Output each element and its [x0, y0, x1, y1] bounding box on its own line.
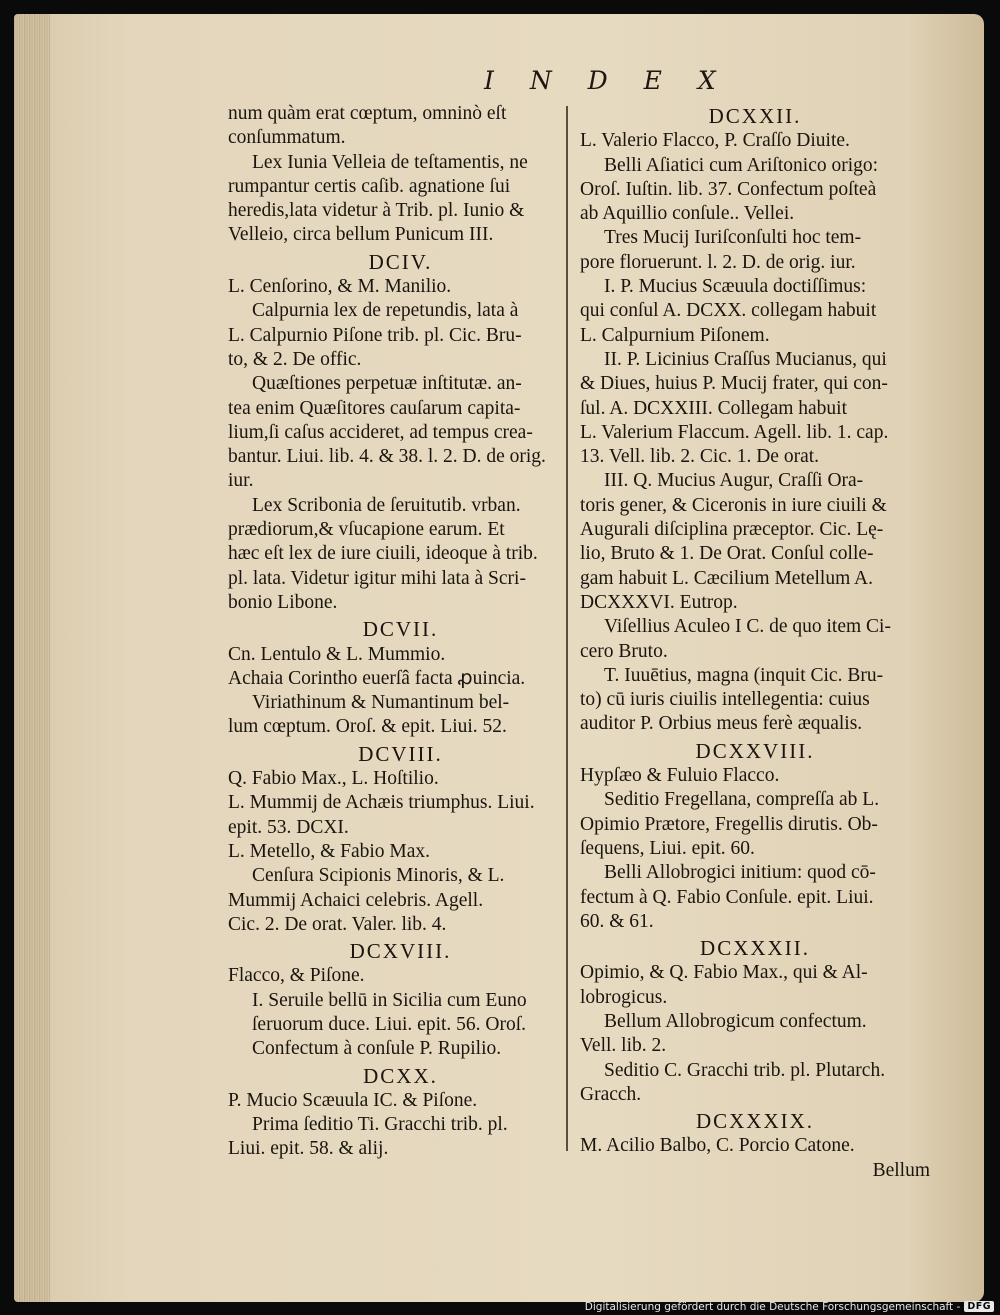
text-line: Vell. lib. 2.: [580, 1035, 667, 1057]
text-line: Calpurnia lex de repetundis, lata à: [252, 300, 519, 322]
text-line: Viſellius Aculeo I C. de quo item Ci-: [604, 616, 891, 638]
text-line: Tres Mucij Iuriſconſulti hoc tem-: [604, 227, 862, 249]
text-line: Bellum Allobrogicum confectum.: [604, 1010, 867, 1032]
text-line: iur.: [228, 470, 254, 492]
text-line: epit. 53. DCXI.: [228, 816, 349, 838]
text-line: lium,ſi caſus accideret, ad tempus crea-: [228, 421, 533, 443]
text-line: L. Metello, & Fabio Max.: [228, 840, 431, 862]
year-heading: DCVIII.: [358, 741, 443, 766]
text-line: pore floruerunt. l. 2. D. de orig. iur.: [580, 251, 856, 273]
text-line: to, & 2. De offic.: [228, 348, 362, 370]
text-line: hæc eſt lex de iure ciuili, ideoque à trib.: [228, 543, 538, 565]
text-line: ſeruorum duce. Liui. epit. 56. Oroſ.: [252, 1013, 527, 1035]
footer-credit: [585, 1300, 994, 1313]
text-line: L. Calpurnium Piſonem.: [580, 324, 770, 346]
text-line: pl. lata. Videtur igitur mihi lata à Scri-: [228, 567, 526, 589]
footer-text: Digitalisierung gefördert durch die Deutsche Forschungsgemeinschaft -: [584, 1300, 961, 1313]
text-line: to) cū iuris ciuilis intellegentia: cuius: [580, 689, 870, 711]
year-heading: DCVII.: [362, 617, 439, 642]
text-line: Mummij Achaici celebris. Agell.: [228, 889, 484, 911]
dfg-logo: DFG: [964, 1301, 994, 1312]
text-line: Lex Scribonia de ſeruitutib. vrban.: [252, 494, 521, 516]
text-line: DCXXXVI. Eutrop.: [580, 591, 738, 613]
text-line: & Diues, huius P. Mucij frater, qui con-: [580, 373, 888, 395]
text-line: rumpantur certis caſib. agnatione ſui: [228, 175, 511, 197]
text-line: Quæſtiones perpetuæ inſtitutæ. an-: [252, 373, 522, 395]
year-heading: DCXXII.: [708, 104, 802, 128]
left-column: [228, 102, 573, 1162]
text-line: 13. Vell. lib. 2. Cic. 1. De orat.: [580, 446, 820, 468]
year-heading: DCXXVIII.: [695, 738, 815, 763]
text-line: Prima ſeditio Ti. Gracchi trib. pl.: [252, 1114, 508, 1136]
text-line: L. Valerio Flacco, P. Craſſo Diuite.: [580, 130, 850, 152]
text-line: bonio Libone.: [228, 591, 338, 613]
text-line: L. Cenſorino, & M. Manilio.: [228, 276, 452, 298]
text-line: Liui. epit. 58. & alij.: [228, 1138, 389, 1160]
year-heading: DCIV.: [368, 249, 433, 274]
text-line: ab Aquillio conſule.. Vellei.: [580, 203, 795, 225]
text-line: L. Mummij de Achæis triumphus. Liui.: [228, 792, 535, 814]
text-line: Achaia Corintho euerſâ facta ꝓuincia.: [228, 667, 526, 689]
text-line: lum cœptum. Oroſ. & epit. Liui. 52.: [228, 716, 507, 738]
text-line: fectum à Q. Fabio Conſule. epit. Liui.: [580, 886, 874, 908]
text-line: lobrogicus.: [580, 986, 668, 1008]
text-line: lio, Bruto & 1. De Orat. Conſul colle-: [580, 543, 874, 565]
text-line: prædiorum,& vſucapione earum. Et: [228, 519, 505, 541]
text-line: Opimio Prætore, Fregellis dirutis. Ob-: [580, 813, 878, 835]
text-line: T. Iuuētius, magna (inquit Cic. Bru-: [604, 664, 884, 686]
text-line: Cn. Lentulo & L. Mummio.: [228, 643, 446, 665]
text-line: I. P. Mucius Scæuula doctiſſimus:: [604, 276, 867, 298]
text-line: bantur. Liui. lib. 4. & 38. l. 2. D. de orig.: [228, 446, 546, 468]
text-line: ſequens, Liui. epit. 60.: [580, 837, 755, 859]
text-line: conſummatum.: [228, 127, 346, 149]
text-line: Q. Fabio Max., L. Hoſtilio.: [228, 768, 439, 790]
text-line: P. Mucio Scæuula IC. & Piſone.: [228, 1089, 478, 1111]
text-line: M. Acilio Balbo, C. Porcio Catone.: [580, 1135, 855, 1157]
text-line: III. Q. Mucius Augur, Craſſi Ora-: [604, 470, 864, 492]
book-page: [14, 14, 984, 1302]
text-line: Seditio C. Gracchi trib. pl. Plutarch.: [604, 1059, 886, 1081]
year-heading: DCXXXII.: [700, 936, 810, 961]
text-line: num quàm erat cœptum, omninò eſt: [228, 103, 507, 124]
text-line: Hypſæo & Fuluio Flacco.: [580, 765, 780, 787]
text-line: gam habuit L. Cæcilium Metellum A.: [580, 567, 874, 589]
right-column: [580, 102, 930, 1183]
text-line: heredis,lata videtur à Trib. pl. Iunio &: [228, 200, 525, 222]
text-line: Confectum à conſule P. Rupilio.: [252, 1038, 502, 1060]
text-line: Oroſ. Iuſtin. lib. 37. Confectum poſteà: [580, 178, 877, 200]
page-edge: [14, 14, 50, 1302]
text-line: Cenſura Scipionis Minoris, & L.: [252, 865, 505, 887]
text-line: Opimio, & Q. Fabio Max., qui & Al-: [580, 962, 868, 984]
year-heading: DCXXXIX.: [695, 1109, 815, 1134]
text-line: Gracch.: [580, 1083, 642, 1105]
text-line: Seditio Fregellana, compreſſa ab L.: [604, 789, 880, 811]
text-line: Flacco, & Piſone.: [228, 965, 365, 987]
text-line: L. Valerium Flaccum. Agell. lib. 1. cap.: [580, 421, 889, 443]
text-line: Belli Allobrogici initium: quod cō-: [604, 862, 876, 884]
text-line: cero Bruto.: [580, 640, 668, 662]
catchword: Bellum: [872, 1159, 930, 1181]
text-line: Cic. 2. De orat. Valer. lib. 4.: [228, 913, 447, 935]
text-line: II. P. Licinius Craſſus Mucianus, qui: [604, 348, 887, 370]
text-line: Lex Iunia Velleia de teſtamentis, ne: [252, 151, 528, 173]
text-line: qui conſul A. DCXX. collegam habuit: [580, 300, 877, 322]
text-line: Viriathinum & Numantinum bel-: [252, 692, 510, 714]
year-heading: DCXVIII.: [349, 939, 452, 964]
text-line: toris gener, & Ciceronis in iure ciuili &: [580, 494, 887, 516]
text-line: L. Calpurnio Piſone trib. pl. Cic. Bru-: [228, 324, 522, 346]
text-line: I. Seruile bellū in Sicilia cum Euno: [252, 989, 527, 1011]
text-line: 60. & 61.: [580, 910, 654, 932]
text-line: tea enim Quæſitores cauſarum capita-: [228, 397, 521, 419]
text-line: auditor P. Orbius meus ferè æqualis.: [580, 713, 863, 735]
text-line: Augurali diſciplina præceptor. Cic. Lę-: [580, 519, 884, 541]
running-header: I N D E X: [484, 66, 730, 95]
text-line: Velleio, circa bellum Punicum III.: [228, 224, 494, 246]
text-line: Belli Aſiatici cum Ariſtonico origo:: [604, 154, 879, 176]
year-heading: DCXX.: [363, 1063, 438, 1088]
text-line: ſul. A. DCXXIII. Collegam habuit: [580, 397, 848, 419]
